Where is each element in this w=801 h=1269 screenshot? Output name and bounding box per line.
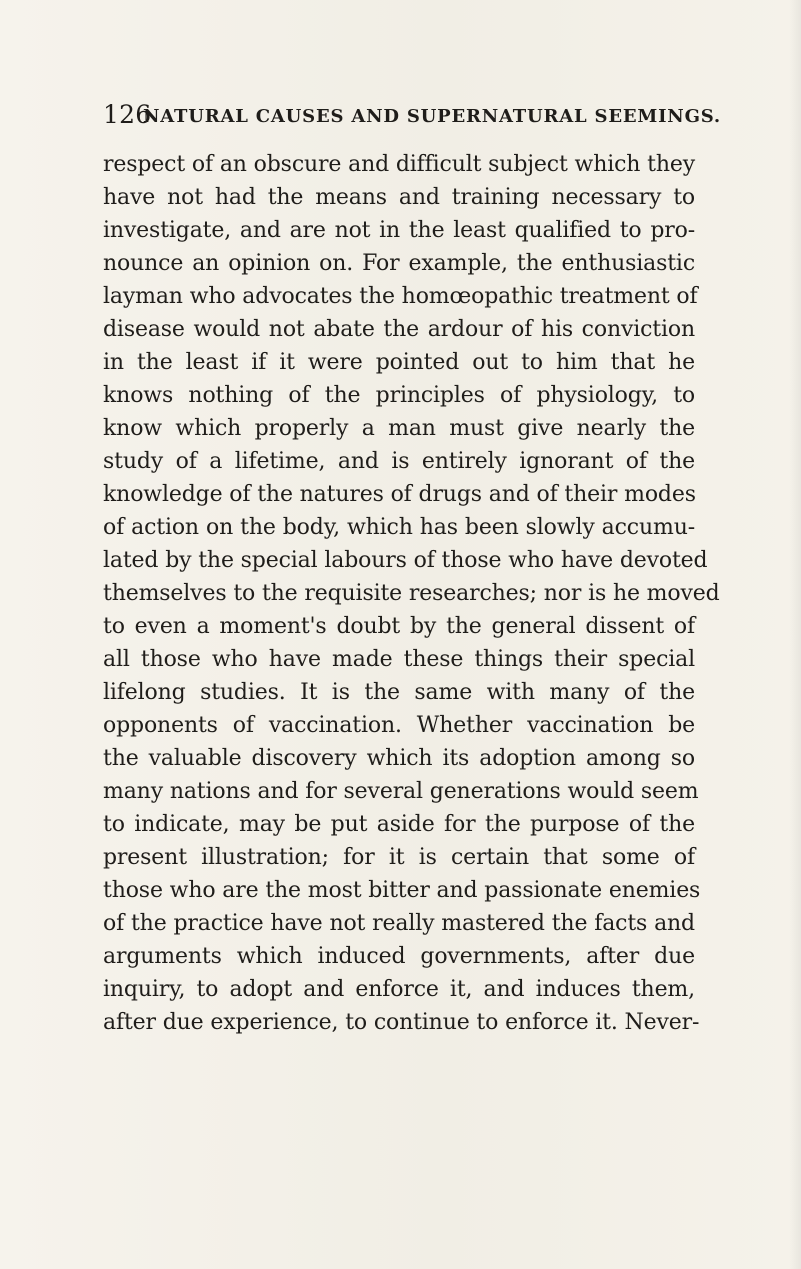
text-line-7: in the least if it were pointed out to him that he [103, 350, 695, 375]
text-line-26: inquiry, to adopt and enforce it, and induces them, [103, 977, 695, 1002]
text-line-9: know which properly a man must give nearly the [103, 416, 695, 441]
text-line-16: all those who have made these things their special [103, 647, 695, 672]
text-line-13: lated by the special labours of those who have devoted [103, 548, 708, 573]
text-line-17: lifelong studies. It is the same with many of the [103, 680, 695, 705]
text-line-2: have not had the means and training necessary to [103, 185, 695, 210]
text-line-27: after due experience, to continue to enforce it. Never- [103, 1010, 700, 1035]
text-line-21: to indicate, may be put aside for the purpose of the [103, 812, 695, 837]
text-line-18: opponents of vaccination. Whether vaccination be [103, 713, 695, 738]
text-line-20: many nations and for several generations would seem [103, 779, 699, 804]
text-line-22: present illustration; for it is certain that some of [103, 845, 695, 870]
text-line-4: nounce an opinion on. For example, the enthusiastic [103, 251, 695, 276]
text-line-8: knows nothing of the principles of physiology, to [103, 383, 695, 408]
page-header [103, 100, 721, 132]
text-line-15: to even a moment's doubt by the general dissent of [103, 614, 695, 639]
text-line-1: respect of an obscure and difficult subject which they [103, 152, 695, 177]
running-title: NATURAL CAUSES AND SUPERNATURAL SEEMINGS. [143, 106, 721, 127]
text-line-23: those who are the most bitter and passionate enemies [103, 878, 701, 903]
text-line-25: arguments which induced governments, after due [103, 944, 695, 969]
text-line-6: disease would not abate the ardour of his conviction [103, 317, 695, 342]
text-line-10: study of a lifetime, and is entirely ignorant of the [103, 449, 695, 474]
text-line-3: investigate, and are not in the least qualified to pro- [103, 218, 695, 243]
text-line-5: layman who advocates the homœopathic treatment of [103, 284, 698, 309]
text-line-14: themselves to the requisite researches; nor is he moved [103, 581, 720, 606]
text-line-24: of the practice have not really mastered the facts and [103, 911, 695, 936]
page-number: 126 [103, 100, 152, 129]
text-line-19: the valuable discovery which its adoption among so [103, 746, 695, 771]
page-edge-shadow [789, 0, 801, 1269]
text-line-11: knowledge of the natures of drugs and of their modes [103, 482, 696, 507]
text-line-12: of action on the body, which has been slowly accumu- [103, 515, 695, 540]
